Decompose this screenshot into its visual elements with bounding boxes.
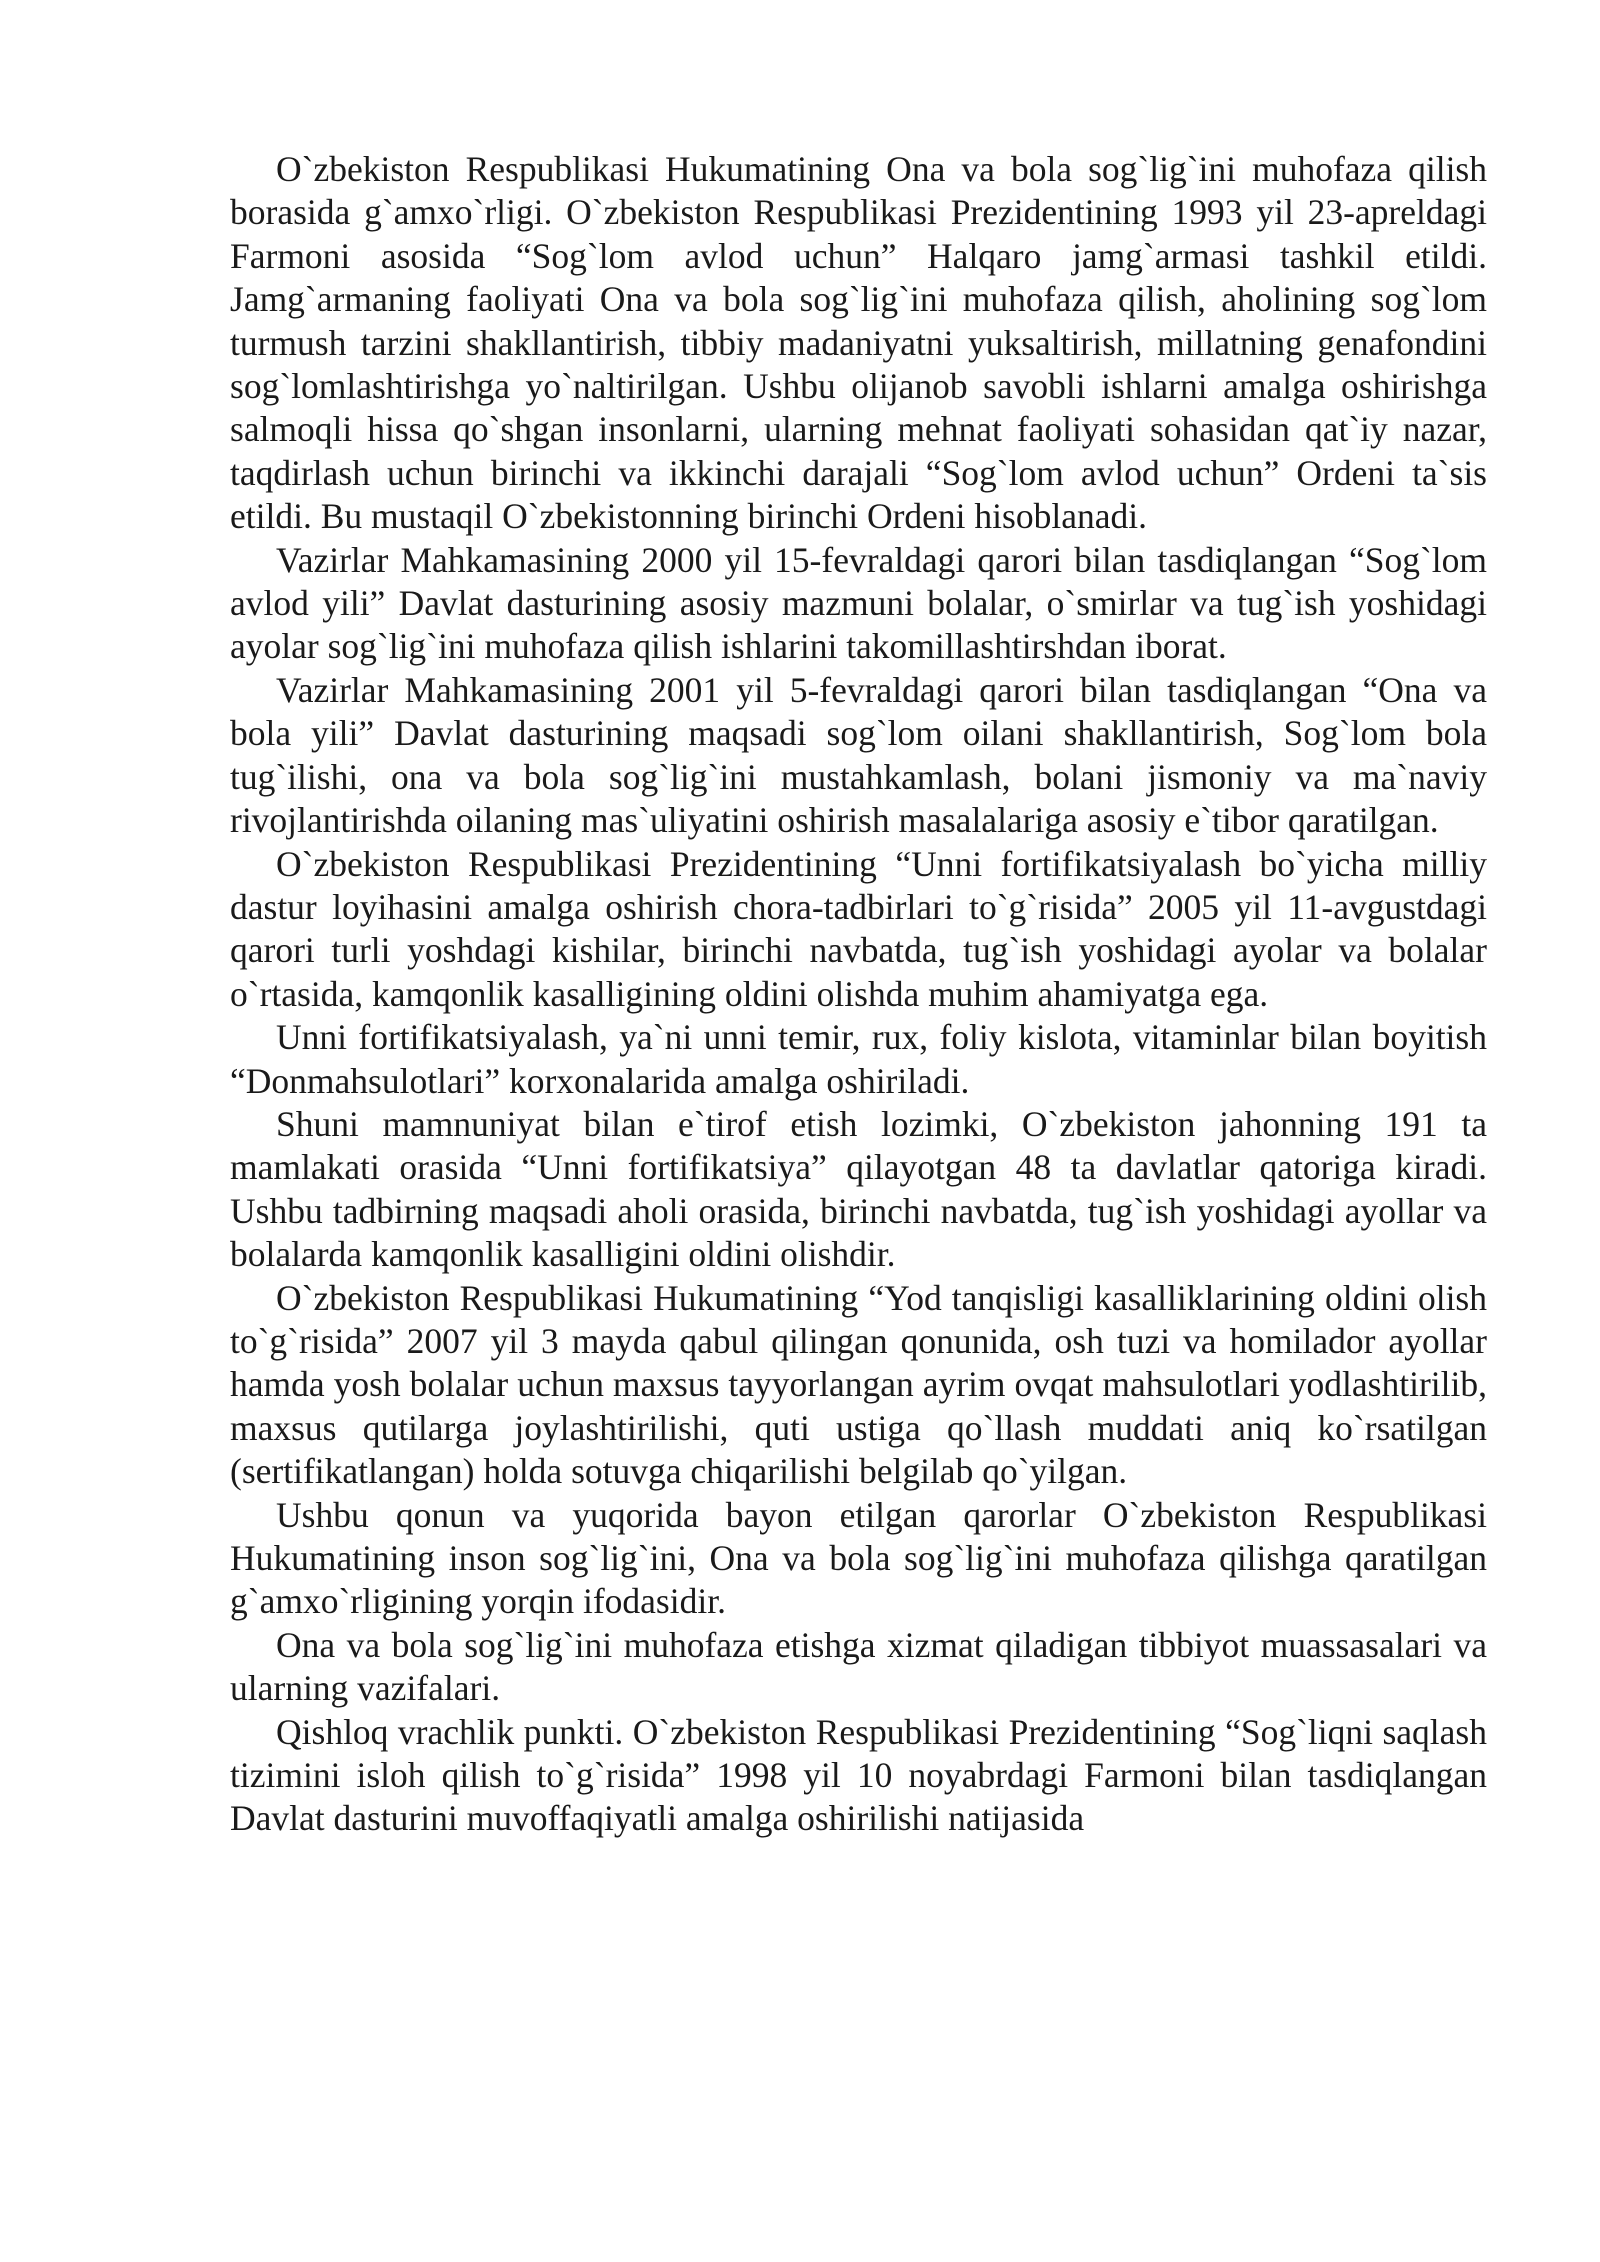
paragraph-unni-boyitish: Unni fortifikatsiyalash, ya`ni unni temir, rux, foliy kislota, vitaminlar bilan boyitish “Donmahsulotlari” korxonalarida amalga oshiriladi.: [230, 1017, 1487, 1101]
paragraph-tibbiyot-muassasalari: Ona va bola sog`lig`ini muhofaza etishga xizmat qiladigan tibbiyot muassasalari va ularning vazifalari.: [230, 1624, 1487, 1709]
paragraph-qishloq-vrachlik-punkti: Qishloq vrachlik punkti. O`zbekiston Respublikasi Prezidentining “Sog`liqni saqlash tizimini isloh qilish to`g`risida” 1998 yil 10 noyabrdagi Farmoni bilan tasdiqlangan Davlat dasturini muvoffaqiyatli amalga oshirilishi natijasida: [230, 1711, 1487, 1839]
paragraph-hukumat-gamxorligi: O`zbekiston Respublikasi Hukumatining Ona va bola sog`lig`ini muhofaza qilish borasida g`amxo`rligi. O`zbekiston Respublikasi Prezidentining 1993 yil 23-apreldagi Farmoni asosida “Sog`lom avlod uchun” Halqaro jamg`armasi tashkil etildi. Jamg`armaning faoliyati Ona va bola sog`lig`ini muhofaza qilish, aholining sog`lom turmush tarzini shakllantirish, tibbiy madaniyatni yuksaltirish, millatning genafondini sog`lomlashtirishga yo`naltirilgan. Ushbu olijanob savobli ishlarni amalga oshirishga salmoqli hissa qo`shgan insonlarni, ularning mehnat faoliyati sohasidan qat`iy nazar, taqdirlash uchun birinchi va ikkinchi darajali “Sog`lom avlod uchun” Ordeni ta`sis etildi. Bu mustaqil O`zbekistonning birinchi Ordeni hisoblanadi.: [230, 149, 1487, 537]
paragraph-jahon-davlatlari: Shuni mamnuniyat bilan e`tirof etish lozimki, O`zbekiston jahonning 191 ta mamlakati orasida “Unni fortifikatsiya” qilayotgan 48 ta davlatlar qatoriga kiradi. Ushbu tadbirning maqsadi aholi orasida, birinchi navbatda, tug`ish yoshidagi ayollar va bolalarda kamqonlik kasalligini oldini olishdir.: [230, 1103, 1487, 1275]
document-body: [230, 148, 1487, 1841]
paragraph-qonun-ifodasi: Ushbu qonun va yuqorida bayon etilgan qarorlar O`zbekiston Respublikasi Hukumatining inson sog`lig`ini, Ona va bola sog`lig`ini muhofaza qilishga qaratilgan g`amxo`rligining yorqin ifodasidir.: [230, 1494, 1487, 1622]
paragraph-yod-tanqisligi: O`zbekiston Respublikasi Hukumatining “Yod tanqisligi kasalliklarining oldini olish to`g`risida” 2007 yil 3 mayda qabul qilingan qonunida, osh tuzi va homilador ayollar hamda yosh bolalar uchun maxsus tayyorlangan ayrim ovqat mahsulotlari yodlashtirilib, maxsus qutilarga joylashtirilishi, quti ustiga qo`llash muddati aniq ko`rsatilgan (sertifikatlangan) holda sotuvga chiqarilishi belgilab qo`yilgan.: [230, 1277, 1487, 1492]
paragraph-unni-fortifikatsiyalash-dastur: O`zbekiston Respublikasi Prezidentining “Unni fortifikatsiyalash bo`yicha milliy dastur loyihasini amalga oshirish chora-tadbirlari to`g`risida” 2005 yil 11-avgustdagi qarori turli yoshdagi kishilar, birinchi navbatda, tug`ish yoshidagi ayolar va bolalar o`rtasida, kamqonlik kasalligining oldini olishda muhim ahamiyatga ega.: [230, 843, 1487, 1014]
paragraph-ona-va-bola-yili: Vazirlar Mahkamasining 2001 yil 5-fevraldagi qarori bilan tasdiqlangan “Ona va bola yili” Davlat dasturining maqsadi sog`lom oilani shakllantirish, Sog`lom bola tug`ilishi, ona va bola sog`lig`ini mustahkamlash, bolani jismoniy va ma`naviy rivojlantirishda oilaning mas`uliyatini oshirish masalalariga asosiy e`tibor qaratilgan.: [230, 669, 1487, 841]
paragraph-soglom-avlod-yili: Vazirlar Mahkamasining 2000 yil 15-fevraldagi qarori bilan tasdiqlangan “Sog`lom avlod yili” Davlat dasturining asosiy mazmuni bolalar, o`smirlar va tug`ish yoshidagi ayolar sog`lig`ini muhofaza qilish ishlarini takomillashtirshdan iborat.: [230, 539, 1487, 667]
